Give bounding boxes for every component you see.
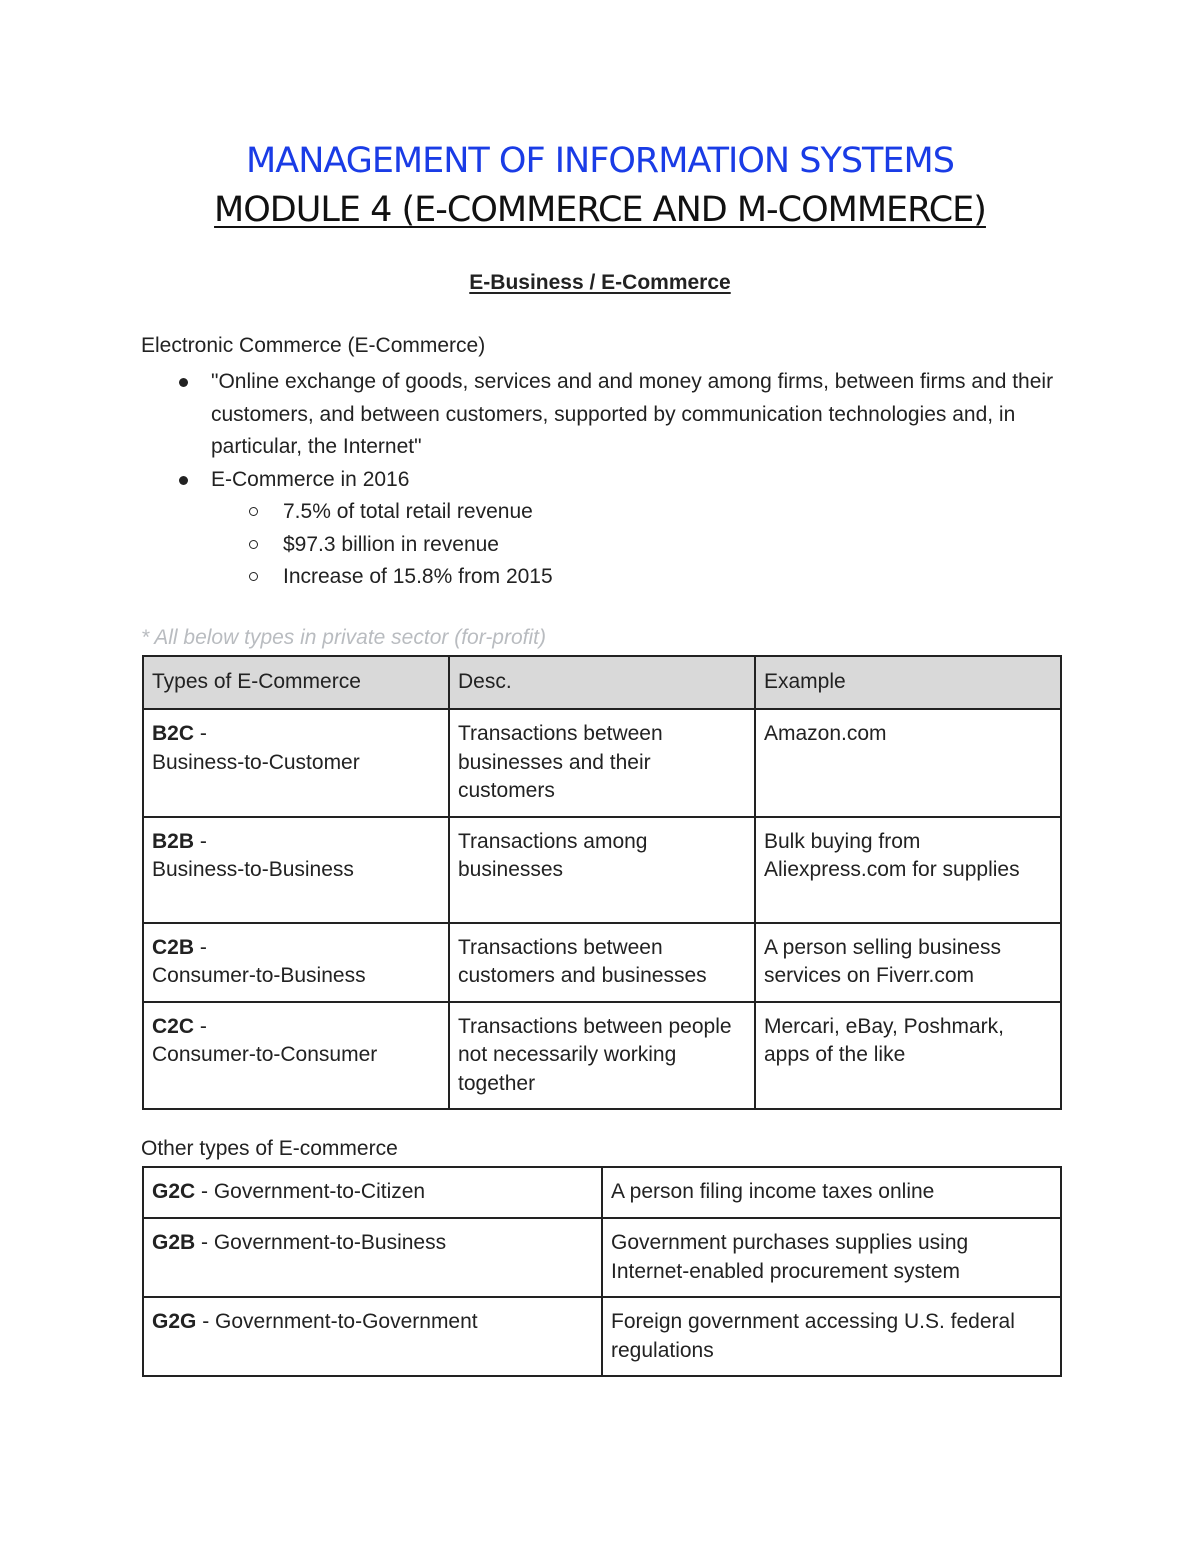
bullet-2016: E-Commerce in 2016 bbox=[141, 464, 1071, 497]
example-cell: Amazon.com bbox=[755, 709, 1061, 817]
type-name: Business-to-Customer bbox=[152, 750, 360, 774]
type-sep: - bbox=[194, 722, 207, 745]
document-title: MANAGEMENT OF INFORMATION SYSTEMS bbox=[246, 141, 954, 181]
type-code: G2B bbox=[152, 1231, 196, 1254]
type-code: G2G bbox=[152, 1310, 197, 1333]
sub-bullet-revenue: $97.3 billion in revenue bbox=[141, 529, 1071, 562]
type-cell bbox=[143, 1297, 602, 1376]
header-types: Types of E-Commerce bbox=[143, 656, 449, 709]
type-cell bbox=[143, 1002, 449, 1110]
example-cell: Foreign government accessing U.S. federal regulations bbox=[602, 1297, 1061, 1376]
example-cell: A person filing income taxes online bbox=[602, 1167, 1061, 1218]
desc-cell: Transactions between customers and businesses bbox=[449, 923, 755, 1002]
type-cell bbox=[143, 817, 449, 923]
type-code: B2C bbox=[152, 722, 195, 745]
section-heading: E-Business / E-Commerce bbox=[469, 271, 731, 294]
type-code: G2C bbox=[152, 1180, 196, 1203]
type-cell bbox=[143, 923, 449, 1002]
header-example: Example bbox=[755, 656, 1061, 709]
desc-cell: Transactions among businesses bbox=[449, 817, 755, 923]
header-desc: Desc. bbox=[449, 656, 755, 709]
table-row bbox=[143, 923, 1061, 1002]
table-row bbox=[143, 1218, 1061, 1297]
type-code: C2B bbox=[152, 935, 195, 959]
type-code: C2C bbox=[152, 1014, 195, 1038]
bullet-definition: "Online exchange of goods, services and and money among firms, between firms and their customers, and between customers, supported by communication technologies and, in particular, the Internet" bbox=[141, 366, 1071, 464]
type-sep: - bbox=[194, 829, 207, 853]
type-cell bbox=[143, 1218, 602, 1297]
table-row bbox=[143, 1297, 1061, 1376]
table-row bbox=[143, 709, 1061, 817]
type-name: Consumer-to-Consumer bbox=[152, 1043, 378, 1066]
definition-list bbox=[141, 366, 1071, 594]
sub-bullet-retail-share: 7.5% of total retail revenue bbox=[141, 496, 1071, 529]
type-cell bbox=[143, 1167, 602, 1218]
example-cell: A person selling business services on Fiverr.com bbox=[755, 923, 1061, 1002]
desc-cell: Transactions between businesses and their customers bbox=[449, 709, 755, 817]
module-title: MODULE 4 (E-COMMERCE AND M-COMMERCE) bbox=[214, 190, 986, 230]
other-types-label: Other types of E-commerce bbox=[141, 1137, 398, 1160]
government-types-table bbox=[142, 1166, 1062, 1377]
type-name: - Government-to-Business bbox=[195, 1231, 447, 1254]
type-sep: - bbox=[194, 1014, 207, 1038]
private-sector-note: * All below types in private sector (for-profit) bbox=[141, 626, 546, 649]
table-header-row bbox=[143, 656, 1061, 709]
table-row bbox=[143, 1002, 1061, 1110]
type-sep: - bbox=[194, 935, 207, 959]
type-name: Business-to-Business bbox=[152, 858, 354, 881]
type-code: B2B bbox=[152, 829, 195, 853]
type-name: Consumer-to-Business bbox=[152, 964, 366, 987]
type-name: - Government-to-Citizen bbox=[195, 1180, 426, 1203]
example-cell: Bulk buying from Aliexpress.com for supplies bbox=[755, 817, 1061, 923]
table-row bbox=[143, 1167, 1061, 1218]
type-name: - Government-to-Government bbox=[196, 1310, 478, 1333]
table-row bbox=[143, 817, 1061, 923]
type-cell bbox=[143, 709, 449, 817]
example-cell: Mercari, eBay, Poshmark, apps of the like bbox=[755, 1002, 1061, 1110]
example-cell: Government purchases supplies using Internet-enabled procurement system bbox=[602, 1218, 1061, 1297]
sub-bullet-increase: Increase of 15.8% from 2015 bbox=[141, 561, 1071, 594]
desc-cell: Transactions between people not necessarily working together bbox=[449, 1002, 755, 1110]
ecommerce-label: Electronic Commerce (E-Commerce) bbox=[141, 334, 486, 357]
ecommerce-types-table bbox=[142, 655, 1062, 1110]
